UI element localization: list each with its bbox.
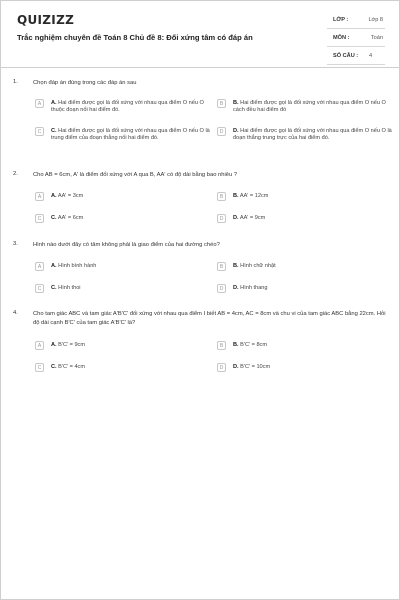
option-letter-box[interactable]: A: [35, 99, 44, 108]
option-text: D. AA' = 9cm: [233, 215, 266, 221]
meta-subject-row: [327, 31, 385, 47]
option-text: B. Hai điểm được gọi là đối xứng với nhau qua điểm O nếu O cách đều hai điểm đó: [233, 100, 386, 113]
question-number: 2.: [13, 171, 18, 177]
meta-count-value: 4: [369, 53, 373, 59]
meta-class-label: LỚP :: [333, 17, 349, 23]
option-letter-box[interactable]: B: [217, 262, 226, 271]
option-text: A. Hai điểm được gọi là đối xứng với nhau qua điểm O nếu O thuộc đoạn nối hai điểm đó.: [51, 100, 204, 113]
option-letter-box[interactable]: C: [35, 363, 44, 372]
question-number: 4.: [13, 310, 18, 316]
meta-class-value: Lớp 8: [368, 17, 383, 23]
meta-class-row: [327, 13, 385, 29]
option-letter-box[interactable]: A: [35, 262, 44, 271]
option-letter-box[interactable]: A: [35, 192, 44, 201]
question-text: Hình nào dưới đây có tâm không phải là giao điểm của hai đường chéo?: [33, 242, 220, 248]
option-letter-box[interactable]: D: [217, 284, 226, 293]
option-letter-box[interactable]: B: [217, 99, 226, 108]
option-text: A. AA' = 3cm: [51, 193, 84, 199]
option-letter-box[interactable]: C: [35, 214, 44, 223]
option-text: C. B'C' = 4cm: [51, 364, 86, 370]
option-letter-box[interactable]: B: [217, 192, 226, 201]
option-text: C. Hình thoi: [51, 285, 81, 291]
question-number: 3.: [13, 241, 18, 247]
option-letter-box[interactable]: A: [35, 341, 44, 350]
option-text: D. B'C' = 10cm: [233, 364, 271, 370]
option-letter-box[interactable]: C: [35, 127, 44, 136]
option-letter-box[interactable]: C: [35, 284, 44, 293]
option-text: D. Hai điểm được gọi là đối xứng với nhau qua điểm O nếu O là đoạn thẳng trung trực của hai điểm đó.: [233, 128, 392, 141]
option-letter-box[interactable]: D: [217, 127, 226, 136]
header-divider: [1, 67, 399, 68]
meta-count-label: SỐ CÂU :: [333, 53, 359, 59]
option-text: C. AA' = 6cm: [51, 215, 84, 221]
option-letter-box[interactable]: D: [217, 363, 226, 372]
question-text: Cho AB = 6cm, A' là điểm đối xứng với A qua B, AA' có độ dài bằng bao nhiêu ?: [33, 172, 238, 178]
option-text: C. Hai điểm được gọi là đối xứng với nhau qua điểm O nếu O là trung điểm của đoạn thẳng nối hai điểm đó.: [51, 128, 210, 141]
option-text: B. B'C' = 8cm: [233, 342, 268, 348]
option-text: D. Hình thang: [233, 285, 268, 291]
quizizz-logo: QUIZIZZ: [17, 13, 75, 27]
option-text: B. Hình chữ nhật: [233, 263, 276, 269]
meta-subject-label: MÔN :: [333, 35, 350, 41]
question-text: Cho tam giác ABC và tam giác A'B'C' đối xứng với nhau qua điểm I biết AB = 4cm, AC = 8cm và chu vi của tam giác ABC bằng 22cm. Hỏi độ dài cạnh B'C' của tam giác A'B'C' là?: [33, 311, 386, 326]
meta-subject-value: Toán: [370, 35, 383, 41]
meta-panel: [327, 13, 385, 67]
option-text: A. Hình bình hành: [51, 263, 97, 269]
question-text: Chọn đáp án đúng trong các đáp án sau: [33, 80, 137, 86]
option-text: B. AA' = 12cm: [233, 193, 269, 199]
meta-count-row: [327, 49, 385, 65]
option-letter-box[interactable]: D: [217, 214, 226, 223]
worksheet-title: Trắc nghiệm chuyên đề Toán 8 Chủ đề 8: Đối xứng tâm có đáp án: [17, 33, 253, 42]
option-letter-box[interactable]: B: [217, 341, 226, 350]
worksheet-header: [1, 1, 399, 67]
question-number: 1.: [13, 79, 18, 85]
option-text: A. B'C' = 9cm: [51, 342, 86, 348]
